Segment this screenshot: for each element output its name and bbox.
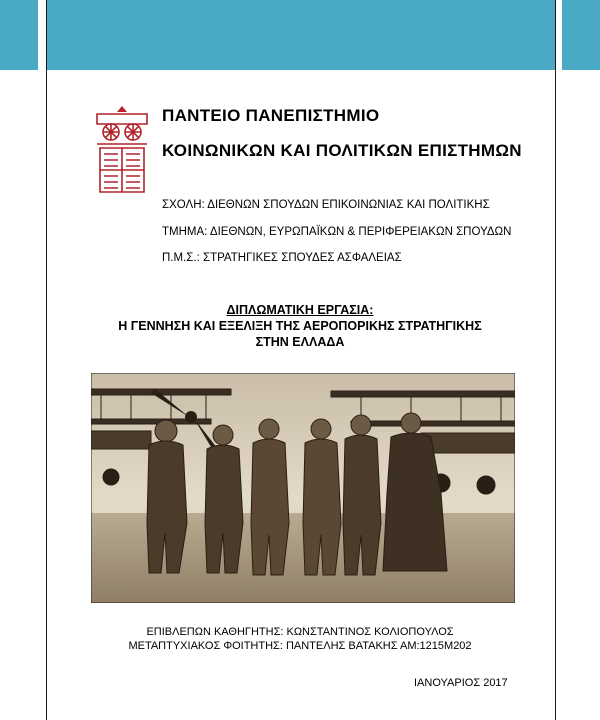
university-name-line1: ΠΑΝΤΕΙΟ ΠΑΝΕΠΙΣΤΗΜΙΟ [162,106,380,125]
thesis-type-text: ΔΙΠΛΩΜΑΤΙΚΗ ΕΡΓΑΣΙΑ: [226,303,374,317]
university-logo-icon [94,104,150,196]
page-border-right [555,0,556,720]
school-label: ΣΧΟΛΗ: ΔΙΕΘΝΩΝ ΣΠΟΥΔΩΝ ΕΠΙΚΟΙΝΩΝΙΑΣ ΚΑΙ ΠΟΛΙΤΙΚΗΣ [162,199,490,211]
student-label: ΜΕΤΑΠΤΥΧΙΑΚΟΣ ΦΟΙΤΗΤΗΣ: ΠΑΝΤΕΛΗΣ ΒΑΤΑΚΗΣ ΑΜ:1215Μ202 [128,640,472,652]
aviators-photograph [91,373,515,603]
department-label: ΤΜΗΜΑ: ΔΙΕΘΝΩΝ, ΕΥΡΩΠΑΪΚΩΝ & ΠΕΡΙΦΕΡΕΙΑΚΩΝ ΣΠΟΥΔΩΝ [162,226,512,238]
thesis-title-line1: Η ΓΕΝΝΗΣΗ ΚΑΙ ΕΞΕΛΙΞΗ ΤΗΣ ΑΕΡΟΠΟΡΙΚΗΣ ΣΤΡΑΤΗΓΙΚΗΣ [118,319,482,333]
header-band [47,0,555,70]
page-border-left [46,0,47,720]
header-band-right [562,0,600,70]
supervisor-label: ΕΠΙΒΛΕΠΩΝ ΚΑΘΗΓΗΤΗΣ: ΚΩΝΣΤΑΝΤΙΝΟΣ ΚΟΛΙΟΠΟΥΛΟΣ [146,626,454,638]
thesis-type [70,302,530,318]
header-band-left [0,0,38,70]
thesis-title-line2: ΣΤΗΝ ΕΛΛΑΔΑ [255,335,345,349]
program-label: Π.Μ.Σ.: ΣΤΡΑΤΗΓΙΚΕΣ ΣΠΟΥΔΕΣ ΑΣΦΑΛΕΙΑΣ [162,252,402,264]
submission-date: ΙΑΝΟΥΑΡΙΟΣ 2017 [414,677,508,689]
university-name-line2: ΚΟΙΝΩΝΙΚΩΝ ΚΑΙ ΠΟΛΙΤΙΚΩΝ ΕΠΙΣΤΗΜΩΝ [162,141,522,160]
